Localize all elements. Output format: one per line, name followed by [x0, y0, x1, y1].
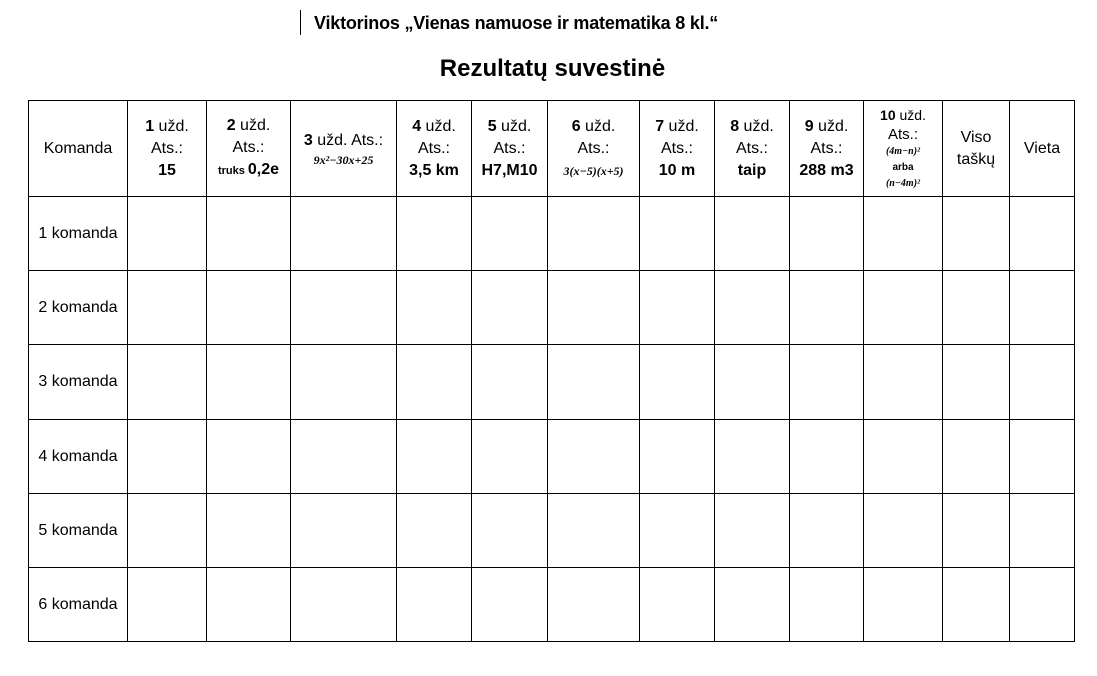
- score-cell[interactable]: [128, 271, 207, 345]
- score-cell[interactable]: [640, 568, 715, 642]
- total-cell[interactable]: [943, 494, 1010, 568]
- ats-label: Ats.:: [493, 139, 526, 157]
- score-cell[interactable]: [715, 494, 790, 568]
- score-cell[interactable]: [790, 197, 864, 271]
- score-cell[interactable]: [715, 345, 790, 420]
- place-cell[interactable]: [1010, 197, 1075, 271]
- score-cell[interactable]: [864, 345, 943, 420]
- score-cell[interactable]: [864, 197, 943, 271]
- score-cell[interactable]: [472, 345, 548, 420]
- place-cell[interactable]: [1010, 271, 1075, 345]
- task-number: 10: [880, 106, 896, 123]
- header-task-10: [864, 101, 943, 197]
- ats-label: Ats.:: [810, 139, 843, 157]
- task-answer: H7,M10: [481, 161, 538, 179]
- header-task-6: [548, 101, 640, 197]
- score-cell[interactable]: [864, 568, 943, 642]
- task-answer: 10 m: [658, 161, 696, 179]
- task-answer: 0,2e: [247, 161, 280, 178]
- ats-label: Ats.:: [887, 125, 918, 143]
- team-name: 2 komanda: [29, 271, 128, 345]
- team-name: 5 komanda: [29, 494, 128, 568]
- task-answer: (4m−n)²: [885, 145, 921, 157]
- score-cell[interactable]: [864, 494, 943, 568]
- score-cell[interactable]: [397, 271, 472, 345]
- task-answer-or: arba: [892, 161, 914, 173]
- table-row: [29, 568, 1075, 642]
- place-cell[interactable]: [1010, 494, 1075, 568]
- team-name: 1 komanda: [29, 197, 128, 271]
- score-cell[interactable]: [128, 568, 207, 642]
- score-cell[interactable]: [128, 494, 207, 568]
- team-name: 3 komanda: [29, 345, 128, 420]
- score-cell[interactable]: [397, 345, 472, 420]
- table-row: [29, 345, 1075, 420]
- table-row: [29, 420, 1075, 494]
- ats-label: Ats.:: [735, 139, 768, 157]
- task-answer: 288 m3: [799, 161, 854, 179]
- score-cell[interactable]: [715, 271, 790, 345]
- score-cell[interactable]: [207, 568, 291, 642]
- header-place: Vieta: [1010, 101, 1075, 197]
- score-cell[interactable]: [472, 420, 548, 494]
- task-label: užd.: [813, 117, 849, 135]
- task-label: užd. Ats.:: [312, 131, 384, 149]
- task-number: 7: [655, 117, 665, 135]
- score-cell[interactable]: [291, 345, 397, 420]
- score-cell[interactable]: [128, 420, 207, 494]
- header-task-8: [715, 101, 790, 197]
- score-cell[interactable]: [472, 271, 548, 345]
- score-cell[interactable]: [472, 568, 548, 642]
- task-number: 9: [804, 117, 814, 135]
- header-total-points: [943, 101, 1010, 197]
- results-table: [28, 100, 1075, 642]
- score-cell[interactable]: [291, 568, 397, 642]
- score-cell[interactable]: [548, 345, 640, 420]
- score-cell[interactable]: [291, 197, 397, 271]
- score-cell[interactable]: [548, 197, 640, 271]
- ats-label: Ats.:: [577, 139, 610, 157]
- total-cell[interactable]: [943, 345, 1010, 420]
- score-cell[interactable]: [207, 420, 291, 494]
- total-cell[interactable]: [943, 197, 1010, 271]
- team-name: 4 komanda: [29, 420, 128, 494]
- score-cell[interactable]: [640, 345, 715, 420]
- score-cell[interactable]: [472, 197, 548, 271]
- score-cell[interactable]: [548, 271, 640, 345]
- task-answer: taip: [737, 161, 767, 179]
- header-task-2: [207, 101, 291, 197]
- score-cell[interactable]: [790, 271, 864, 345]
- score-cell[interactable]: [291, 494, 397, 568]
- score-cell[interactable]: [397, 494, 472, 568]
- task-number: 4: [412, 117, 422, 135]
- task-answer-alt: (n−4m)²: [885, 177, 921, 189]
- score-cell[interactable]: [790, 345, 864, 420]
- task-answer: 9x²−30x+25: [313, 152, 374, 167]
- score-cell[interactable]: [715, 568, 790, 642]
- task-number: 1: [145, 117, 155, 135]
- score-cell[interactable]: [207, 197, 291, 271]
- table-row: [29, 494, 1075, 568]
- place-cell[interactable]: [1010, 420, 1075, 494]
- task-number: 8: [730, 117, 740, 135]
- place-cell[interactable]: [1010, 568, 1075, 642]
- task-answer: 3(x−5)(x+5): [563, 163, 624, 178]
- score-cell[interactable]: [640, 271, 715, 345]
- score-cell[interactable]: [128, 345, 207, 420]
- total-label-line1: Viso: [960, 128, 992, 146]
- task-number: 6: [571, 117, 581, 135]
- task-number: 5: [487, 117, 497, 135]
- document-subtitle: Rezultatų suvestinė: [439, 55, 666, 82]
- score-cell[interactable]: [790, 568, 864, 642]
- place-cell[interactable]: [1010, 345, 1075, 420]
- task-label: užd.: [739, 117, 774, 135]
- header-task-5: [472, 101, 548, 197]
- score-cell[interactable]: [397, 420, 472, 494]
- header-task-4: [397, 101, 472, 197]
- score-cell[interactable]: [207, 271, 291, 345]
- table-row: [29, 197, 1075, 271]
- task-answer: 3,5 km: [409, 161, 459, 179]
- header-task-1: [128, 101, 207, 197]
- score-cell[interactable]: [397, 568, 472, 642]
- header-task-7: [640, 101, 715, 197]
- document-title: Viktorinos „Vienas namuose ir matematika 8 kl.“: [314, 13, 719, 33]
- total-cell[interactable]: [943, 568, 1010, 642]
- score-cell[interactable]: [397, 197, 472, 271]
- header-task-3: [291, 101, 397, 197]
- score-cell[interactable]: [640, 197, 715, 271]
- score-cell[interactable]: [864, 271, 943, 345]
- task-answer: 15: [158, 161, 176, 179]
- score-cell[interactable]: [128, 197, 207, 271]
- table-row: [29, 271, 1075, 345]
- task-number: 3: [303, 131, 313, 149]
- task-answer-prefix: truks: [217, 165, 248, 177]
- score-cell[interactable]: [291, 271, 397, 345]
- score-cell[interactable]: [715, 420, 790, 494]
- ats-label: Ats.:: [232, 139, 265, 156]
- score-cell[interactable]: [640, 420, 715, 494]
- task-label: užd.: [664, 117, 699, 135]
- score-cell[interactable]: [548, 420, 640, 494]
- task-label: užd.: [154, 117, 189, 135]
- task-label: užd.: [895, 106, 926, 123]
- score-cell[interactable]: [864, 420, 943, 494]
- ats-label: Ats.:: [660, 139, 693, 157]
- task-number: 2: [226, 117, 236, 134]
- task-label: užd.: [580, 117, 616, 135]
- score-cell[interactable]: [548, 494, 640, 568]
- header-komanda: Komanda: [29, 101, 128, 197]
- task-label: užd.: [235, 117, 271, 134]
- score-cell[interactable]: [548, 568, 640, 642]
- text-cursor: [300, 10, 301, 35]
- total-cell[interactable]: [943, 271, 1010, 345]
- score-cell[interactable]: [640, 494, 715, 568]
- score-cell[interactable]: [715, 197, 790, 271]
- score-cell[interactable]: [790, 494, 864, 568]
- team-name: 6 komanda: [29, 568, 128, 642]
- header-task-9: [790, 101, 864, 197]
- ats-label: Ats.:: [417, 139, 450, 157]
- ats-label: Ats.:: [150, 139, 183, 157]
- score-cell[interactable]: [472, 494, 548, 568]
- task-label: užd.: [421, 117, 456, 135]
- score-cell[interactable]: [291, 420, 397, 494]
- score-cell[interactable]: [207, 345, 291, 420]
- total-label-line2: taškų: [956, 150, 996, 168]
- header-row: [29, 101, 1075, 197]
- task-label: užd.: [496, 117, 532, 135]
- total-cell[interactable]: [943, 420, 1010, 494]
- score-cell[interactable]: [790, 420, 864, 494]
- score-cell[interactable]: [207, 494, 291, 568]
